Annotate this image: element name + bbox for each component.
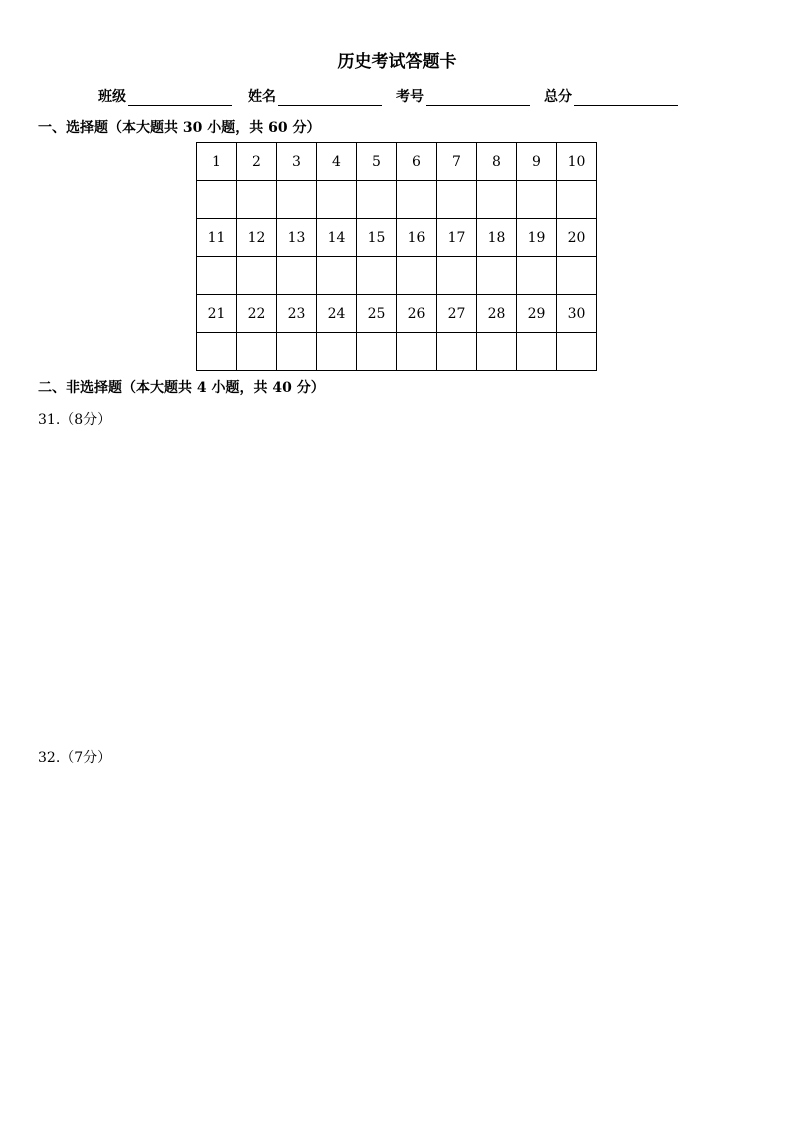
- answer-cell[interactable]: [237, 333, 277, 371]
- question-number: 21: [197, 295, 237, 333]
- question-number: 10: [557, 143, 597, 181]
- answer-cell[interactable]: [397, 181, 437, 219]
- answer-cell[interactable]: [357, 333, 397, 371]
- question-number: 18: [477, 219, 517, 257]
- answer-grid: [196, 142, 597, 371]
- question-number: 28: [477, 295, 517, 333]
- answer-cell[interactable]: [557, 181, 597, 219]
- question-number: 25: [357, 295, 397, 333]
- grid-number-row-1: [197, 143, 597, 181]
- answer-cell[interactable]: [357, 257, 397, 295]
- question-32-label: 32.（7分）: [38, 750, 112, 766]
- question-31-label: 31.（8分）: [38, 412, 112, 428]
- question-number: 24: [317, 295, 357, 333]
- name-field[interactable]: [248, 86, 382, 106]
- answer-cell[interactable]: [197, 257, 237, 295]
- question-number: 9: [517, 143, 557, 181]
- question-number: 1: [197, 143, 237, 181]
- answer-cell[interactable]: [517, 181, 557, 219]
- total-score-label: 总分: [544, 89, 572, 105]
- question-number: 3: [277, 143, 317, 181]
- grid-number-row-3: [197, 295, 597, 333]
- answer-cell[interactable]: [397, 333, 437, 371]
- exam-id-blank[interactable]: [426, 91, 530, 106]
- question-number: 13: [277, 219, 317, 257]
- question-number: 7: [437, 143, 477, 181]
- answer-cell[interactable]: [477, 333, 517, 371]
- answer-cell[interactable]: [437, 181, 477, 219]
- answer-cell[interactable]: [477, 257, 517, 295]
- card-title: 历史考试答题卡: [337, 52, 457, 72]
- answer-cell[interactable]: [477, 181, 517, 219]
- answer-cell[interactable]: [237, 181, 277, 219]
- answer-cell[interactable]: [277, 333, 317, 371]
- answer-cell[interactable]: [517, 333, 557, 371]
- answer-cell[interactable]: [197, 181, 237, 219]
- answer-cell[interactable]: [317, 257, 357, 295]
- section-choice-heading: 一、选择题（本大题共 30 小题，共 60 分）: [38, 120, 321, 136]
- exam-id-field[interactable]: [396, 86, 530, 106]
- exam-id-label: 考号: [396, 89, 424, 105]
- question-number: 15: [357, 219, 397, 257]
- answer-cell[interactable]: [237, 257, 277, 295]
- question-number: 30: [557, 295, 597, 333]
- class-label: 班级: [98, 89, 126, 105]
- answer-cell[interactable]: [557, 257, 597, 295]
- question-number: 22: [237, 295, 277, 333]
- grid-number-row-2: [197, 219, 597, 257]
- class-field[interactable]: [98, 86, 232, 106]
- question-number: 11: [197, 219, 237, 257]
- answer-cell[interactable]: [197, 333, 237, 371]
- grid-answer-row-2: [197, 257, 597, 295]
- question-number: 16: [397, 219, 437, 257]
- question-number: 5: [357, 143, 397, 181]
- question-number: 12: [237, 219, 277, 257]
- answer-cell[interactable]: [277, 181, 317, 219]
- question-number: 4: [317, 143, 357, 181]
- question-number: 6: [397, 143, 437, 181]
- answer-cell[interactable]: [557, 333, 597, 371]
- total-score-blank[interactable]: [574, 91, 678, 106]
- answer-cell[interactable]: [357, 181, 397, 219]
- class-blank[interactable]: [128, 91, 232, 106]
- answer-cell[interactable]: [317, 181, 357, 219]
- question-number: 14: [317, 219, 357, 257]
- question-number: 19: [517, 219, 557, 257]
- student-info-row: [98, 86, 692, 106]
- name-label: 姓名: [248, 89, 276, 105]
- name-blank[interactable]: [278, 91, 382, 106]
- total-score-field[interactable]: [544, 86, 678, 106]
- section-nonchoice-heading: 二、非选择题（本大题共 4 小题，共 40 分）: [38, 380, 325, 396]
- answer-cell[interactable]: [437, 257, 477, 295]
- question-number: 26: [397, 295, 437, 333]
- answer-cell[interactable]: [277, 257, 317, 295]
- answer-cell[interactable]: [437, 333, 477, 371]
- grid-answer-row-3: [197, 333, 597, 371]
- question-number: 17: [437, 219, 477, 257]
- answer-cell[interactable]: [397, 257, 437, 295]
- question-number: 23: [277, 295, 317, 333]
- grid-answer-row-1: [197, 181, 597, 219]
- question-number: 29: [517, 295, 557, 333]
- answer-cell[interactable]: [317, 333, 357, 371]
- question-number: 2: [237, 143, 277, 181]
- question-number: 27: [437, 295, 477, 333]
- question-number: 20: [557, 219, 597, 257]
- answer-cell[interactable]: [517, 257, 557, 295]
- question-number: 8: [477, 143, 517, 181]
